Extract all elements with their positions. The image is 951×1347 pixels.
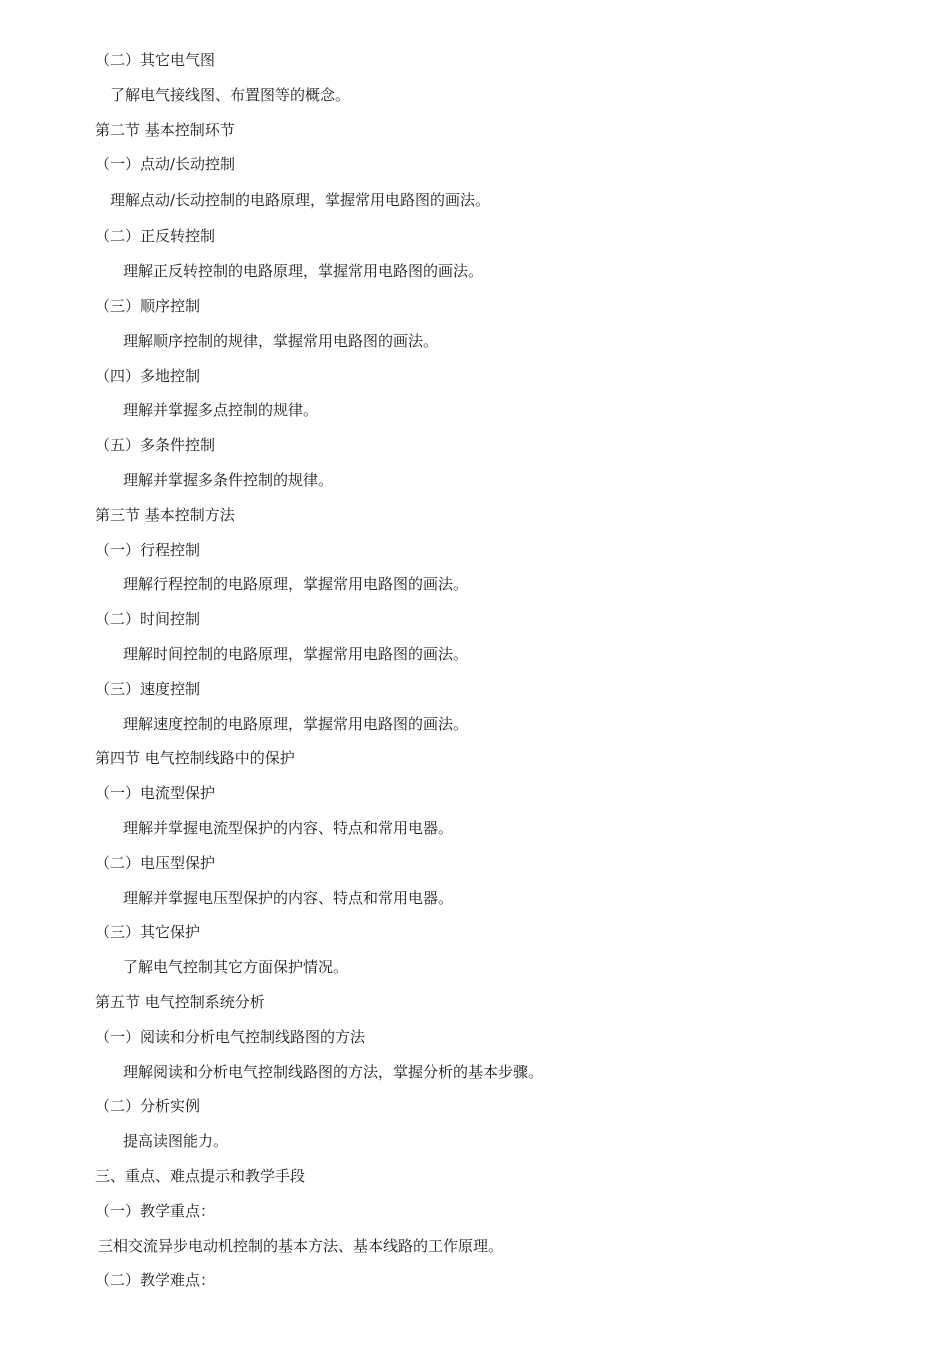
subsection-heading: （二）时间控制 (95, 610, 201, 628)
body-text: 理解速度控制的电路原理，掌握常用电路图的画法。 (123, 715, 469, 733)
body-text: 理解顺序控制的规律，掌握常用电路图的画法。 (123, 332, 439, 350)
body-text: 理解并掌握多点控制的规律。 (123, 401, 319, 419)
section-heading: 第四节 电气控制线路中的保护 (95, 749, 295, 767)
section-heading: 第三节 基本控制方法 (95, 506, 235, 524)
subsection-heading: （四）多地控制 (95, 367, 201, 385)
body-text: 理解并掌握电流型保护的内容、特点和常用电器。 (123, 819, 454, 837)
subsection-heading: （三）其它保护 (95, 923, 201, 941)
subsection-heading: （一）电流型保护 (95, 784, 216, 802)
body-text: 理解阅读和分析电气控制线路图的方法，掌握分析的基本步骤。 (123, 1063, 544, 1081)
subsection-heading: （三）顺序控制 (95, 297, 201, 315)
body-text: 提高读图能力。 (123, 1132, 229, 1150)
body-text: 三相交流异步电动机控制的基本方法、基本线路的工作原理。 (98, 1237, 504, 1255)
subsection-heading: （五）多条件控制 (95, 436, 216, 454)
body-text: 理解正反转控制的电路原理，掌握常用电路图的画法。 (123, 262, 484, 280)
body-text: 理解时间控制的电路原理，掌握常用电路图的画法。 (123, 645, 469, 663)
subsection-heading: （一）点动/长动控制 (95, 155, 236, 173)
subsection-heading: （一）教学重点： (95, 1202, 216, 1220)
body-text: 了解电气接线图、布置图等的概念。 (110, 86, 351, 104)
section-heading: 第五节 电气控制系统分析 (95, 993, 265, 1011)
subsection-heading: （二）分析实例 (95, 1097, 201, 1115)
body-text: 理解点动/长动控制的电路原理，掌握常用电路图的画法。 (110, 191, 491, 209)
chapter-heading: 三、重点、难点提示和教学手段 (95, 1167, 306, 1185)
subsection-heading: （二）其它电气图 (95, 51, 216, 69)
subsection-heading: （三）速度控制 (95, 680, 201, 698)
subsection-heading: （二）教学难点： (95, 1271, 216, 1289)
subsection-heading: （二）正反转控制 (95, 227, 216, 245)
subsection-heading: （二）电压型保护 (95, 854, 216, 872)
body-text: 了解电气控制其它方面保护情况。 (123, 958, 349, 976)
subsection-heading: （一）行程控制 (95, 541, 201, 559)
body-text: 理解并掌握多条件控制的规律。 (123, 471, 334, 489)
section-heading: 第二节 基本控制环节 (95, 121, 235, 139)
body-text: 理解行程控制的电路原理，掌握常用电路图的画法。 (123, 575, 469, 593)
body-text: 理解并掌握电压型保护的内容、特点和常用电器。 (123, 889, 454, 907)
subsection-heading: （一）阅读和分析电气控制线路图的方法 (95, 1028, 366, 1046)
